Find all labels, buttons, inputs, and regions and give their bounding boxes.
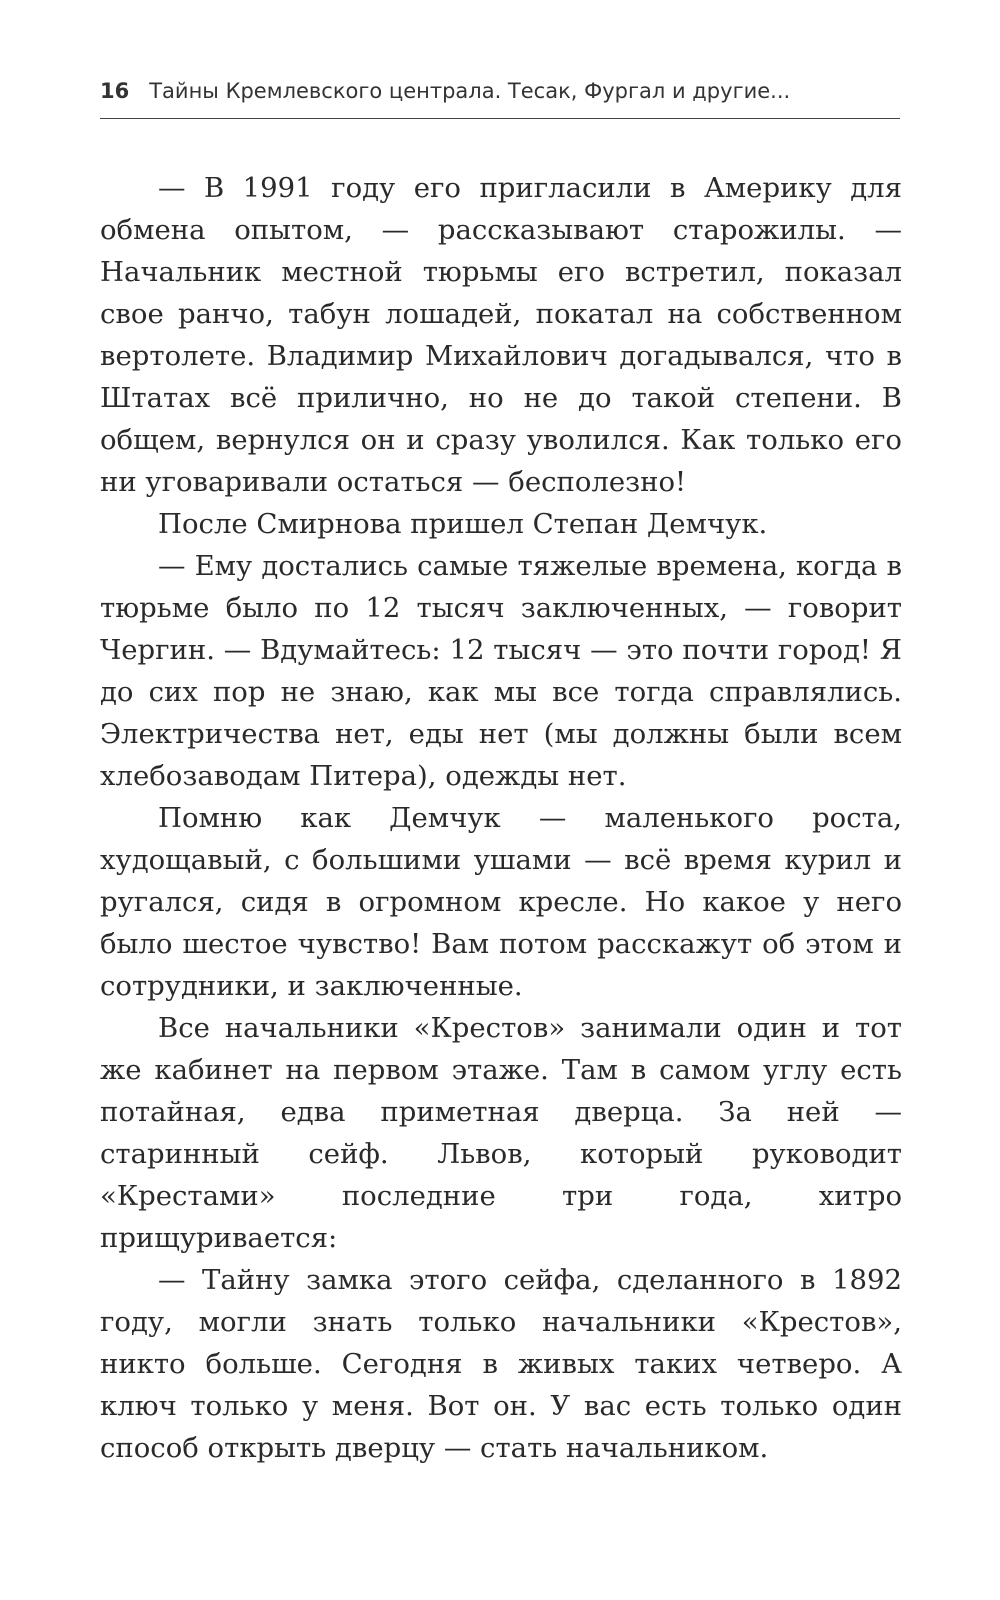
paragraph: После Смирнова пришел Степан Демчук. [158, 508, 768, 540]
page-number: 16 [100, 79, 130, 103]
running-title: Тайны Кремлевского централа. Тесак, Фургал и другие... [149, 79, 791, 103]
paragraph: — В 1991 году его пригласили в Америку для обмена опытом, — рассказывают старожилы. — Начальник местной тюрьмы его встретил, показал свое ранчо, табун лошадей, покатал на собственном вертолете. Владимир Михайлович догадывался, что в Штатах всё прилично, но не до такой степени. В общем, вернулся он и сразу уволился. Как только его ни уговаривали остаться — бесполезно! [100, 172, 902, 498]
body-text [100, 167, 902, 1469]
header-divider [100, 118, 900, 119]
paragraph: Все начальники «Крестов» занимали один и тот же кабинет на первом этаже. Там в самом углу есть потайная, едва приметная дверца. За ней — старинный сейф. Львов, который руководит «Крестами» последние три года, хитро прищуривается: [100, 1012, 902, 1254]
paragraph: Помню как Демчук — маленького роста, худощавый, с большими ушами — всё время курил и ругался, сидя в огромном кресле. Но какое у него было шестое чувство! Вам потом расскажут об этом и сотрудники, и заключенные. [100, 802, 902, 1002]
paragraph: — Тайну замка этого сейфа, сделанного в 1892 году, могли знать только начальники «Крестов», никто больше. Сегодня в живых таких четверо. А ключ только у меня. Вот он. У вас есть только один способ открыть дверцу — стать начальником. [100, 1264, 902, 1464]
running-head [100, 76, 900, 106]
paragraph: — Ему достались самые тяжелые времена, когда в тюрьме было по 12 тысяч заключенных, — говорит Чергин. — Вдумайтесь: 12 тысяч — это почти город! Я до сих пор не знаю, как мы все тогда справлялись. Электричества нет, еды нет (мы должны были всем хлебозаводам Питера), одежды нет. [100, 550, 902, 792]
